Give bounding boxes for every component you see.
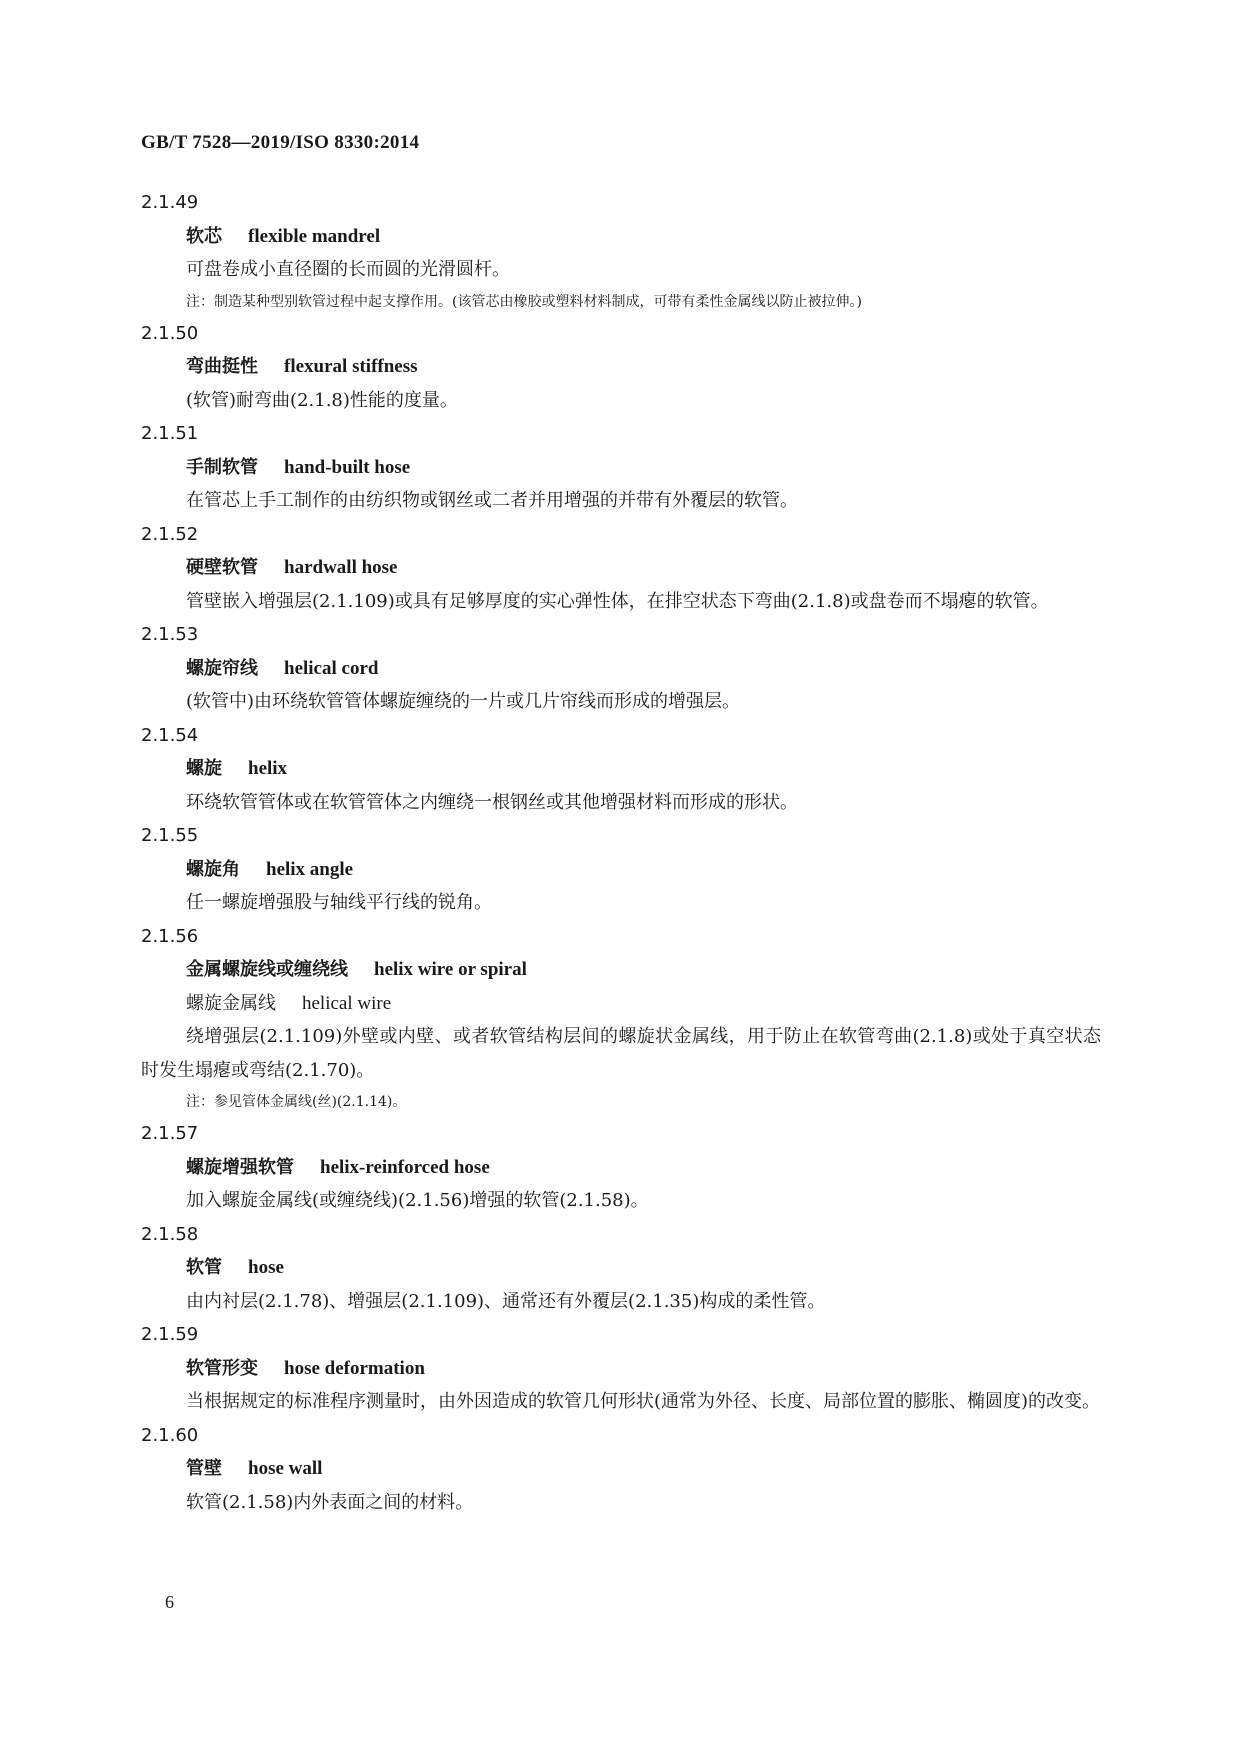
term-chinese: 手制软管 bbox=[186, 456, 258, 478]
entry-definition: 环绕软管管体或在软管管体之内缠绕一根钢丝或其他增强材料而形成的形状。 bbox=[186, 791, 798, 813]
term-entry bbox=[141, 186, 1101, 317]
term-entry bbox=[141, 1318, 1101, 1419]
term-chinese: 软管形变 bbox=[186, 1357, 258, 1379]
term-entry bbox=[141, 417, 1101, 518]
entry-term bbox=[141, 1452, 1101, 1486]
entry-number: 2.1.60 bbox=[141, 1424, 199, 1446]
entry-number: 2.1.58 bbox=[141, 1223, 199, 1245]
term-english: helical cord bbox=[284, 657, 379, 679]
entry-term bbox=[141, 652, 1101, 686]
entry-definition: 绕增强层(2.1.109)外壁或内壁、或者软管结构层间的螺旋状金属线，用于防止在软管弯曲(2.1.8)或处于真空状态时发生塌瘪或弯结(2.1.70)。 bbox=[141, 1026, 1101, 1081]
entry-term bbox=[141, 853, 1101, 887]
entry-term bbox=[141, 1352, 1101, 1386]
entry-term bbox=[141, 1251, 1101, 1285]
entry-definition: (软管)耐弯曲(2.1.8)性能的度量。 bbox=[186, 389, 458, 411]
entry-definition: 由内衬层(2.1.78)、增强层(2.1.109)、通常还有外覆层(2.1.35)构成的柔性管。 bbox=[186, 1290, 826, 1312]
entry-term bbox=[141, 350, 1101, 384]
term-english: hose bbox=[248, 1257, 284, 1278]
entry-definition: 可盘卷成小直径圈的长而圆的光滑圆杆。 bbox=[186, 259, 510, 280]
term-entry bbox=[141, 920, 1101, 1118]
entry-alt-term bbox=[141, 987, 1101, 1021]
entry-note: 注：参见管体金属线(丝)(2.1.14)。 bbox=[186, 1094, 407, 1110]
entry-number: 2.1.57 bbox=[141, 1123, 199, 1144]
entry-number: 2.1.53 bbox=[141, 624, 199, 645]
term-chinese: 软芯 bbox=[186, 225, 222, 247]
entry-term bbox=[141, 220, 1101, 254]
terms-list bbox=[141, 186, 1101, 1519]
entry-number: 2.1.50 bbox=[141, 322, 199, 344]
entry-definition: 管壁嵌入增强层(2.1.109)或具有足够厚度的实心弹性体，在排空状态下弯曲(2.1.8)或盘卷而不塌瘪的软管。 bbox=[186, 590, 1049, 612]
term-chinese: 螺旋 bbox=[186, 758, 222, 779]
term-english: helix wire or spiral bbox=[374, 959, 527, 980]
term-chinese: 弯曲挺性 bbox=[186, 356, 258, 377]
entry-term bbox=[141, 953, 1101, 987]
entry-definition: 在管芯上手工制作的由纺织物或钢丝或二者并用增强的并带有外覆层的软管。 bbox=[186, 490, 798, 511]
term-chinese: 金属螺旋线或缠绕线 bbox=[186, 959, 348, 980]
term-entry bbox=[141, 719, 1101, 820]
term-entry bbox=[141, 1218, 1101, 1319]
alt-term-chinese: 螺旋金属线 bbox=[186, 992, 276, 1014]
entry-term bbox=[141, 752, 1101, 786]
entry-definition: 当根据规定的标准程序测量时，由外因造成的软管几何形状(通常为外径、长度、局部位置的膨胀、椭圆度)的改变。 bbox=[186, 1391, 1101, 1412]
entry-definition: 加入螺旋金属线(或缠绕线)(2.1.56)增强的软管(2.1.58)。 bbox=[186, 1190, 649, 1211]
term-english: hand-built hose bbox=[284, 456, 411, 478]
term-entry bbox=[141, 819, 1101, 920]
standard-header: GB/T 7528—2019/ISO 8330:2014 bbox=[141, 132, 420, 153]
term-chinese: 软管 bbox=[186, 1257, 222, 1278]
entry-term bbox=[141, 551, 1101, 585]
entry-number: 2.1.55 bbox=[141, 825, 199, 846]
entry-number: 2.1.54 bbox=[141, 724, 199, 746]
term-english: helix-reinforced hose bbox=[320, 1156, 490, 1178]
term-entry bbox=[141, 1419, 1101, 1520]
alt-term-english: helical wire bbox=[302, 992, 392, 1014]
term-entry bbox=[141, 1117, 1101, 1218]
entry-number: 2.1.56 bbox=[141, 925, 199, 947]
entry-number: 2.1.59 bbox=[141, 1324, 199, 1345]
term-english: helix bbox=[248, 758, 288, 779]
entry-number: 2.1.49 bbox=[141, 192, 199, 213]
term-chinese: 管壁 bbox=[186, 1458, 222, 1479]
page-number: 6 bbox=[165, 1592, 174, 1612]
term-english: flexural stiffness bbox=[284, 356, 418, 377]
term-entry bbox=[141, 618, 1101, 719]
term-chinese: 硬壁软管 bbox=[186, 557, 258, 578]
entry-term bbox=[141, 1151, 1101, 1185]
term-chinese: 螺旋角 bbox=[186, 858, 240, 880]
entry-definition: 任一螺旋增强股与轴线平行线的锐角。 bbox=[186, 892, 492, 913]
term-english: hose deformation bbox=[284, 1357, 425, 1379]
entry-definition: (软管中)由环绕软管管体螺旋缠绕的一片或几片帘线而形成的增强层。 bbox=[186, 691, 741, 712]
term-entry bbox=[141, 518, 1101, 619]
entry-number: 2.1.51 bbox=[141, 423, 199, 444]
term-english: helix angle bbox=[266, 858, 354, 880]
entry-number: 2.1.52 bbox=[141, 523, 199, 545]
term-english: flexible mandrel bbox=[248, 225, 381, 247]
entry-term bbox=[141, 451, 1101, 485]
term-chinese: 螺旋帘线 bbox=[186, 657, 258, 679]
term-english: hardwall hose bbox=[284, 557, 398, 578]
term-english: hose wall bbox=[248, 1458, 323, 1479]
entry-note: 注：制造某种型别软管过程中起支撑作用。(该管芯由橡胶或塑料材料制成，可带有柔性金属线以防止被拉伸。) bbox=[186, 293, 862, 310]
entry-definition: 软管(2.1.58)内外表面之间的材料。 bbox=[186, 1491, 474, 1513]
term-entry bbox=[141, 317, 1101, 418]
term-chinese: 螺旋增强软管 bbox=[186, 1156, 294, 1178]
